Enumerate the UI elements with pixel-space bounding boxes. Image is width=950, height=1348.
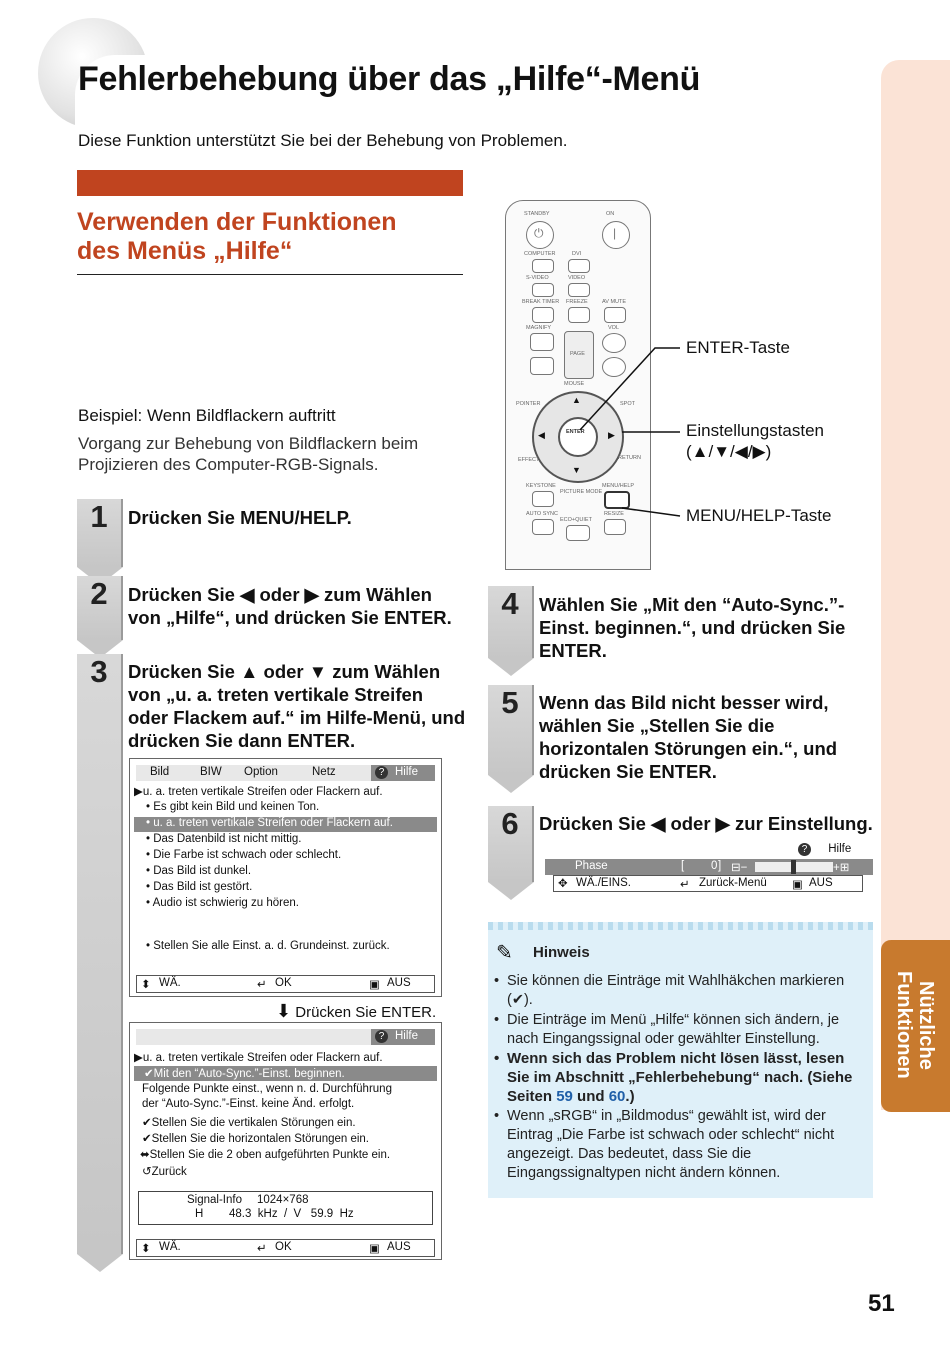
menu-desc: Folgende Punkte einst., wenn n. d. Durchführung (142, 1083, 392, 1095)
menu-header-line (134, 1050, 383, 1064)
remote-label-vol: VOL (608, 325, 620, 331)
step-number-6: 6 (501, 806, 519, 841)
phase-value: 0 (711, 860, 718, 872)
remote-label-computer: COMPUTER (524, 251, 556, 257)
menu-item-selected[interactable]: • u. a. treten vertikale Streifen oder Flackern auf. (146, 817, 393, 829)
menu-option-text: Stellen Sie die 2 oben aufgeführten Punkte ein. (149, 1149, 391, 1161)
tab-netz[interactable]: Netz (312, 766, 336, 778)
standby-button[interactable] (526, 221, 554, 249)
menu-header-text: u. a. treten vertikale Streifen oder Flackern auf. (142, 786, 383, 798)
tab-hilfe-label: Hilfe (395, 766, 419, 778)
section-title-line-1: Verwenden der Funktionen (77, 208, 397, 236)
phase-minus-icon: ⊟− (731, 862, 748, 874)
remote-label-dvi: DVI (572, 251, 582, 257)
on-icon: | (613, 226, 617, 240)
up-arrow-icon: ▲ (572, 395, 581, 405)
callout-line-menu (622, 508, 680, 516)
note-item-text: Sie können die Einträge mit Wahlhäkchen markieren (✔). (507, 973, 845, 1008)
menu-footer (136, 1239, 435, 1257)
remote-label-svideo: S-VIDEO (526, 275, 549, 281)
tab-bild[interactable]: Bild (150, 766, 170, 778)
magnify-plus-button[interactable] (530, 333, 554, 351)
step-number-1: 1 (90, 499, 108, 534)
arrow-down-icon: ⬇ (276, 1001, 292, 1021)
menu-item[interactable]: • Das Bild ist dunkel. (146, 865, 252, 877)
step-text-6: Drücken Sie ◀ oder ▶ zur Einstellung. (539, 813, 873, 834)
section-title-line-2: des Menüs „Hilfe“ (77, 237, 293, 265)
remote-label-spot: SPOT (620, 401, 635, 407)
step-tab-3 (77, 654, 123, 1254)
freeze-button[interactable] (568, 307, 590, 323)
callout-enter: ENTER-Taste (686, 338, 790, 357)
phase-footer (553, 875, 863, 892)
tab-hilfe[interactable] (371, 765, 435, 781)
step-text-5: Wenn das Bild nicht besser wird, wählen Sie „Stellen Sie die horizontalen Störungen ein.“, und drücken Sie ENTER. (539, 692, 838, 782)
footer-aus: AUS (387, 977, 411, 989)
left-arrow-icon: ◀ (538, 430, 545, 440)
double-arrow-icon: ⬌ (140, 1149, 150, 1161)
menu-item[interactable]: • Die Farbe ist schwach oder schlecht. (146, 849, 342, 861)
footer-ok: OK (275, 977, 292, 989)
phase-plus-icon: +⊞ (833, 862, 850, 874)
phase-foot-aus: AUS (809, 877, 833, 889)
on-button[interactable] (602, 221, 630, 249)
menu-item[interactable]: • Das Bild ist gestört. (146, 881, 253, 893)
page-number: 51 (868, 1290, 895, 1317)
signal-h-label: H (195, 1208, 204, 1220)
footer-aus: AUS (387, 1241, 411, 1253)
callout-line-enter (580, 348, 680, 430)
enter-icon: ↵ (680, 879, 690, 891)
remote-label-mouse: MOUSE (564, 381, 585, 387)
step-number-3: 3 (90, 654, 108, 689)
note-item: • Wenn „sRGB“ in „Bildmodus“ gewählt ist, wird der Eintrag „Die Farbe ist schwach oder schlecht“ nicht angezeigt. Das bedeutet, dass Sie die Eingangssignaltypen nicht ändern können. (494, 1107, 866, 1183)
example-title: Beispiel: Wenn Bildflackern auftritt (78, 406, 336, 425)
remote-label-pointer: POINTER (516, 401, 541, 407)
tab-option[interactable]: Option (244, 766, 278, 778)
four-way-icon: ✥ (558, 878, 568, 890)
remote-label-resize: RESIZE (604, 511, 624, 517)
step-text-2: Drücken Sie ◀ oder ▶ zum Wählen von „Hilfe“, und drücken Sie ENTER. (128, 584, 452, 628)
remote-label-enter: ENTER (566, 429, 585, 435)
footer-wa: WÄ. (159, 1241, 181, 1253)
menu-option[interactable]: ✔Stellen Sie die vertikalen Störungen ein. (142, 1117, 356, 1129)
menu-option[interactable]: ✔Stellen Sie die horizontalen Störungen ein. (142, 1133, 370, 1145)
phase-bar (545, 859, 873, 875)
menu-tab-bar (136, 1029, 435, 1045)
note-box-edge (488, 922, 873, 930)
tab-hilfe-label: Hilfe (395, 1030, 419, 1042)
note-item: • Die Einträge im Menü „Hilfe“ können sich ändern, je nach Eingangssignal oder gewählter Einstellung. (494, 1011, 866, 1049)
note-title: Hinweis (533, 944, 590, 961)
note-item-text: Wenn „sRGB“ in „Bildmodus“ gewählt ist, wird der Eintrag „Die Farbe ist schwach oder schlecht“ nicht angezeigt. Das bedeutet, dass Sie die Eingangssignaltypen nicht ändern können. (507, 1108, 835, 1181)
step-number-4: 4 (501, 586, 519, 621)
tab-hilfe[interactable] (371, 1029, 435, 1045)
phase-hilfe-label: Hilfe (828, 843, 852, 855)
menu-header-line (134, 784, 383, 798)
av-mute-button[interactable] (604, 307, 626, 323)
menu-back[interactable] (142, 1164, 187, 1178)
down-arrow-icon: ▼ (572, 465, 581, 475)
signal-info-box (138, 1191, 433, 1225)
side-tab-label: Nützliche Funktionen (893, 971, 937, 1079)
page-title: Fehlerbehebung über das „Hilfe“-Menü (78, 60, 701, 98)
remote-label-magnify: MAGNIFY (526, 325, 552, 331)
enter-icon: ↵ (257, 979, 267, 991)
menu-footer (136, 975, 435, 993)
signal-frequency: 48.3 kHz / V 59.9 Hz (229, 1208, 354, 1220)
remote-label-eco-quiet: ECO+QUIET (560, 517, 592, 523)
remote-label-av-mute: AV MUTE (602, 299, 627, 305)
callout-adjust-2: (▲/▼/◀/▶) (686, 442, 772, 461)
phase-bracket-close: ] (718, 860, 722, 872)
menu-item-selected[interactable]: ✔Mit den “Auto-Sync.”-Einst. beginnen. (144, 1068, 345, 1080)
updown-icon: ⬍ (141, 1243, 151, 1255)
menu-header-text: u. a. treten vertikale Streifen oder Flackern auf. (142, 1052, 383, 1064)
phase-foot-wa: WÄ./EINS. (576, 877, 631, 889)
help-icon: ? (375, 766, 388, 779)
press-enter-note (276, 1001, 436, 1022)
auto-sync-button[interactable] (532, 519, 554, 535)
phase-foot-back: Zurück-Menü (699, 877, 767, 889)
triangle-right-icon: ▶ (134, 786, 143, 798)
press-enter-text: Drücken Sie ENTER. (295, 1004, 437, 1021)
phase-label: Phase (575, 860, 608, 872)
menu-tab-bar (136, 765, 435, 781)
section-rule (77, 274, 463, 275)
note-item-text: Wenn sich das Problem nicht lösen lässt, lesen Sie im Abschnitt „Fehlerbehebung“ nach. (Siehe Seiten (507, 1050, 853, 1105)
remote-label-auto-sync: AUTO SYNC (526, 511, 558, 517)
svideo-button[interactable] (532, 283, 554, 297)
right-arrow-icon: ▶ (608, 430, 615, 440)
menu-option[interactable] (140, 1147, 390, 1161)
note-item: • Sie können die Einträge mit Wahlhäkchen markieren (✔). (494, 972, 866, 1010)
remote-label-effect: EFFECT (518, 457, 540, 463)
phase-slider[interactable] (755, 862, 833, 872)
page-link-59[interactable]: 59 (556, 1088, 573, 1105)
intro-text: Diese Funktion unterstützt Sie bei der Behebung von Problemen. (78, 131, 568, 150)
remote-label-return: RETURN (618, 455, 641, 461)
callout-menu-help: MENU/HELP-Taste (686, 506, 832, 525)
enter-icon: ↵ (257, 1243, 267, 1255)
tab-biw[interactable]: BIW (200, 766, 222, 778)
callout-adjust-1: Einstellungstasten (686, 421, 824, 440)
callout-lines (560, 330, 690, 530)
menu-back-text: Zurück (151, 1166, 187, 1178)
phase-bracket-open: [ (681, 860, 685, 872)
return-icon: ↺ (142, 1166, 152, 1178)
menu-item[interactable]: • Audio ist schwierig zu hören. (146, 897, 299, 909)
note-item-text: Die Einträge im Menü „Hilfe“ können sich ändern, je nach Eingangssignal oder gewählter Einstellung. (507, 1012, 840, 1047)
note-item-bold: • Wenn sich das Problem nicht lösen lässt, lesen Sie im Abschnitt „Fehlerbehebung“ nach. (Siehe Seiten 59 und 60.) (494, 1050, 853, 1105)
signal-resolution: 1024×768 (257, 1194, 309, 1206)
updown-icon: ⬍ (141, 979, 151, 991)
menu-icon: ▣ (369, 1243, 380, 1255)
note-close: .) (625, 1088, 635, 1105)
help-icon: ? (375, 1030, 388, 1043)
triangle-right-icon: ▶ (134, 1052, 143, 1064)
menu-desc: der “Auto-Sync.”-Einst. keine Änd. erfolgt. (142, 1098, 355, 1110)
footer-wa: WÄ. (159, 977, 181, 989)
help-icon: ? (798, 843, 811, 856)
step-number-5: 5 (501, 685, 519, 720)
step-text-4: Wählen Sie „Mit den “Auto-Sync.”-Einst. beginnen.“, und drücken Sie ENTER. (539, 594, 846, 661)
remote-label-standby: STANDBY (524, 211, 550, 217)
menu-item-reset[interactable]: • Stellen Sie alle Einst. a. d. Grundeinst. zurück. (146, 940, 390, 952)
remote-label-menu-help: MENU/HELP (602, 483, 635, 489)
example-description: Vorgang zur Behebung von Bildflackern beim Projizieren des Computer-RGB-Signals. (78, 434, 419, 474)
power-icon: ⏻ (534, 226, 544, 240)
page-link-60[interactable]: 60 (608, 1088, 626, 1105)
menu-item[interactable]: • Es gibt kein Bild und keinen Ton. (146, 801, 320, 813)
dvi-button[interactable] (568, 259, 590, 273)
step-text-1: Drücken Sie MENU/HELP. (128, 507, 352, 528)
break-timer-button[interactable] (532, 307, 554, 323)
remote-label-freeze: FREEZE (566, 299, 588, 305)
step-number-2: 2 (90, 576, 108, 611)
note-und: und (577, 1088, 605, 1105)
menu-icon: ▣ (369, 979, 380, 991)
computer-button[interactable] (532, 259, 554, 273)
phase-slider-thumb[interactable] (791, 860, 796, 874)
section-bar (77, 170, 463, 196)
help-menu-screen-2 (129, 1022, 442, 1260)
remote-label-break-timer: BREAK TIMER (522, 299, 560, 305)
menu-icon: ▣ (792, 879, 803, 891)
remote-label-on: ON (606, 211, 615, 217)
video-button[interactable] (568, 283, 590, 297)
keystone-button[interactable] (532, 491, 554, 507)
signal-info-label: Signal-Info (187, 1194, 242, 1206)
menu-item[interactable]: • Das Datenbild ist nicht mittig. (146, 833, 302, 845)
footer-ok: OK (275, 1241, 292, 1253)
phase-hilfe-tab[interactable] (798, 843, 851, 856)
magnify-minus-button[interactable] (530, 357, 554, 375)
pencil-note-icon: ✎ (496, 942, 513, 964)
remote-label-keystone: KEYSTONE (526, 483, 556, 489)
section-title (77, 208, 397, 266)
help-menu-screen-1 (129, 758, 442, 997)
remote-label-page: PAGE (570, 351, 585, 357)
remote-label-video: VIDEO (568, 275, 586, 281)
step-text-3: Drücken Sie ▲ oder ▼ zum Wählen von „u. a. treten vertikale Streifen oder Flackem auf.“ im Hilfe-Menü, und drücken Sie dann ENTER. (128, 661, 466, 751)
remote-label-picture-mode: PICTURE MODE (560, 489, 603, 495)
